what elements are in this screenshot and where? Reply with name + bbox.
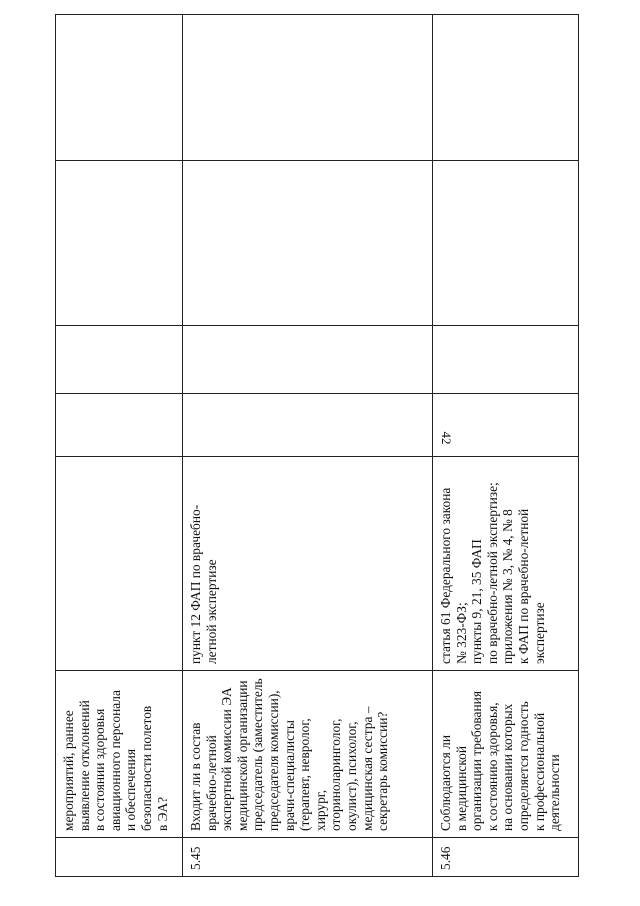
answer-yes-cell: [183, 394, 433, 457]
reference-cell: [183, 457, 433, 671]
row-number-cell: 5.46: [433, 838, 579, 877]
question-line: и обеспечения: [123, 748, 139, 831]
question-line: председателя комиссии),: [265, 690, 281, 831]
answer-yes-cell: [56, 394, 183, 457]
question-line: авиационного персонала: [107, 690, 123, 831]
reference-line: к ФАП по врачебно-летной: [515, 508, 531, 664]
answer-no-cell: [183, 326, 433, 394]
answer-yes-cell: [433, 394, 579, 457]
question-line: деятельности: [547, 754, 563, 831]
question-line: врачи-специалисты: [281, 720, 297, 831]
table-row: [433, 15, 579, 877]
reference-line: летной экспертизе: [203, 559, 219, 664]
question-line: хирург,: [312, 789, 328, 831]
page-number: 42: [439, 431, 454, 445]
reference-cell: [56, 457, 183, 671]
reference-line: по врачебно-летной экспертизе;: [484, 482, 500, 664]
question-line: к профессиональной: [531, 712, 547, 831]
question-line: председатель (заместитель: [250, 678, 266, 831]
notes-cell: [183, 15, 433, 161]
reference-cell: [433, 457, 579, 671]
reference-line: экспертизе: [531, 602, 547, 664]
question-line: Входит ли в состав: [188, 722, 203, 831]
reference-line: статья 61 Федерального закона: [438, 487, 453, 664]
question-line: оториноларинголог,: [328, 718, 344, 831]
answer-no-cell: [433, 326, 579, 394]
question-line: выявление отклонений: [76, 700, 92, 831]
question-line: в состоянии здоровья: [92, 708, 108, 831]
question-line: мероприятий, раннее: [61, 710, 76, 831]
row-number-cell: [56, 838, 183, 877]
notes-cell: [433, 15, 579, 161]
question-line: врачебно-летной: [203, 735, 219, 831]
question-line: безопасности полетов: [138, 705, 154, 831]
checklist-table: [55, 14, 579, 877]
checklist-table-rotated: [55, 15, 578, 877]
question-line: к состоянию здоровья,: [484, 702, 500, 831]
question-line: медицинская сестра –: [359, 706, 375, 831]
question-line: Соблюдаются ли: [438, 734, 453, 831]
question-line: определяется годность: [515, 701, 531, 831]
reference-line: пункты 9, 21, 35 ФАП: [469, 539, 485, 664]
not-applicable-cell: [183, 161, 433, 326]
question-cell: [183, 671, 433, 838]
question-line: экспертной комиссии ЭА: [219, 687, 235, 831]
question-line: окулист), психолог,: [343, 721, 359, 831]
reference-line: пункт 12 ФАП по врачебно-: [188, 504, 203, 664]
question-line: организации требования: [469, 691, 485, 831]
table-row: [56, 15, 183, 877]
question-cell: [56, 671, 183, 838]
question-line: в медицинской: [453, 745, 469, 831]
question-line: (терапевт, невролог,: [297, 718, 313, 831]
question-line: на основании которых: [500, 703, 516, 831]
question-line: секретарь комиссии?: [375, 711, 391, 831]
question-line: в ЭА?: [154, 796, 170, 831]
answer-no-cell: [56, 326, 183, 394]
reference-line: приложения № 3, № 4, № 8: [500, 509, 516, 664]
reference-line: № 323-ФЗ;: [453, 602, 469, 664]
row-number-cell: 5.45: [183, 838, 433, 877]
not-applicable-cell: [433, 161, 579, 326]
question-line: медицинской организации: [234, 680, 250, 831]
question-cell: [433, 671, 579, 838]
notes-cell: [56, 15, 183, 161]
not-applicable-cell: [56, 161, 183, 326]
table-row: [183, 15, 433, 877]
